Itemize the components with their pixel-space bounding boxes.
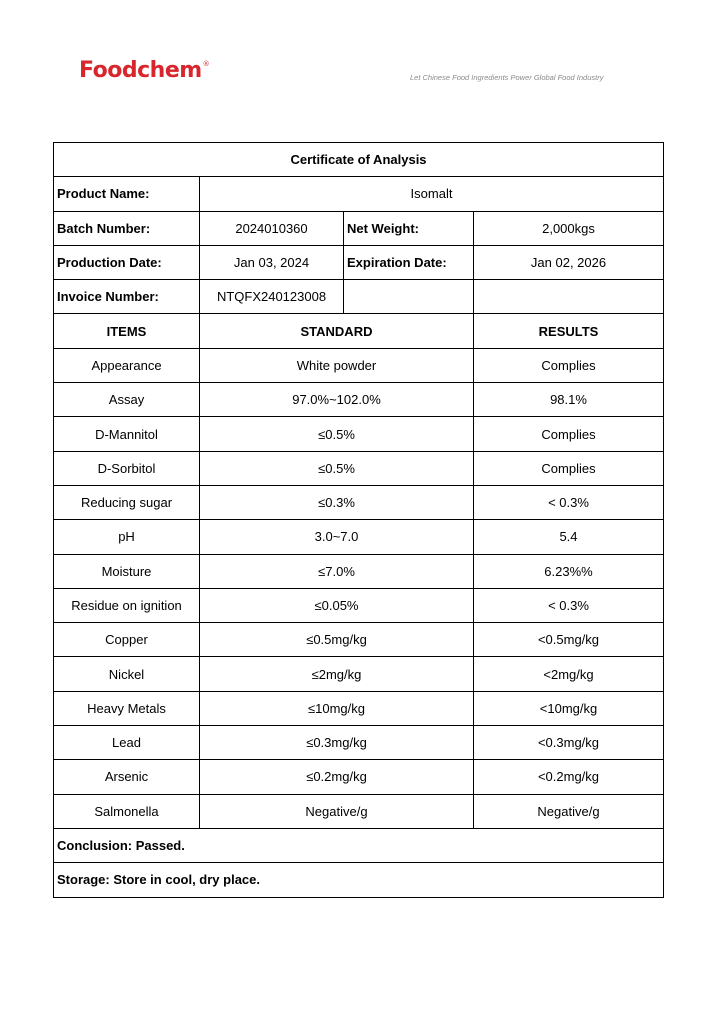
net-weight-label: Net Weight: xyxy=(344,211,474,245)
standard-cell: ≤0.3% xyxy=(200,485,474,519)
product-name-value: Isomalt xyxy=(200,177,664,211)
standard-cell: ≤0.5% xyxy=(200,451,474,485)
result-cell: < 0.3% xyxy=(474,485,664,519)
production-date-value: Jan 03, 2024 xyxy=(200,245,344,279)
batch-row xyxy=(54,211,664,245)
standard-cell: ≤0.5% xyxy=(200,417,474,451)
table-row xyxy=(54,383,664,417)
item-cell: Nickel xyxy=(54,657,200,691)
table-row xyxy=(54,588,664,622)
item-cell: Arsenic xyxy=(54,760,200,794)
standard-header: STANDARD xyxy=(200,314,474,348)
item-cell: Lead xyxy=(54,726,200,760)
table-row xyxy=(54,726,664,760)
result-cell: Complies xyxy=(474,417,664,451)
brand-tagline: Let Chinese Food Ingredients Power Global Food Industry xyxy=(410,73,604,82)
expiration-date-value: Jan 02, 2026 xyxy=(474,245,664,279)
table-row xyxy=(54,657,664,691)
standard-cell: ≤10mg/kg xyxy=(200,691,474,725)
table-row xyxy=(54,691,664,725)
item-cell: Moisture xyxy=(54,554,200,588)
results-header: RESULTS xyxy=(474,314,664,348)
date-row xyxy=(54,245,664,279)
standard-cell: ≤7.0% xyxy=(200,554,474,588)
product-name-label: Product Name: xyxy=(54,177,200,211)
result-cell: < 0.3% xyxy=(474,588,664,622)
batch-number-label: Batch Number: xyxy=(54,211,200,245)
item-cell: Heavy Metals xyxy=(54,691,200,725)
standard-cell: Negative/g xyxy=(200,794,474,828)
table-row xyxy=(54,760,664,794)
result-cell: <10mg/kg xyxy=(474,691,664,725)
standard-cell: ≤0.5mg/kg xyxy=(200,623,474,657)
result-cell: Negative/g xyxy=(474,794,664,828)
table-row xyxy=(54,485,664,519)
header-row xyxy=(54,314,664,348)
result-cell: <0.5mg/kg xyxy=(474,623,664,657)
standard-cell: ≤2mg/kg xyxy=(200,657,474,691)
items-header: ITEMS xyxy=(54,314,200,348)
net-weight-value: 2,000kgs xyxy=(474,211,664,245)
result-cell: 5.4 xyxy=(474,520,664,554)
product-name-row xyxy=(54,177,664,211)
result-cell: Complies xyxy=(474,451,664,485)
invoice-number-value: NTQFX240123008 xyxy=(200,280,344,314)
standard-cell: ≤0.05% xyxy=(200,588,474,622)
item-cell: pH xyxy=(54,520,200,554)
expiration-date-label: Expiration Date: xyxy=(344,245,474,279)
result-cell: <0.2mg/kg xyxy=(474,760,664,794)
standard-cell: 97.0%~102.0% xyxy=(200,383,474,417)
item-cell: D-Mannitol xyxy=(54,417,200,451)
table-row xyxy=(54,520,664,554)
brand-name: Foodchem xyxy=(79,58,202,83)
table-row xyxy=(54,348,664,382)
conclusion-text: Conclusion: Passed. xyxy=(54,828,664,862)
empty-cell xyxy=(474,280,664,314)
result-cell: 98.1% xyxy=(474,383,664,417)
standard-cell: White powder xyxy=(200,348,474,382)
result-cell: 6.23%% xyxy=(474,554,664,588)
empty-cell xyxy=(344,280,474,314)
item-cell: Copper xyxy=(54,623,200,657)
registered-mark: ® xyxy=(202,60,210,68)
table-row xyxy=(54,554,664,588)
item-cell: Assay xyxy=(54,383,200,417)
certificate-title: Certificate of Analysis xyxy=(54,143,664,177)
result-cell: <2mg/kg xyxy=(474,657,664,691)
item-cell: Salmonella xyxy=(54,794,200,828)
result-cell: Complies xyxy=(474,348,664,382)
standard-cell: ≤0.2mg/kg xyxy=(200,760,474,794)
invoice-number-label: Invoice Number: xyxy=(54,280,200,314)
standard-cell: ≤0.3mg/kg xyxy=(200,726,474,760)
item-cell: Reducing sugar xyxy=(54,485,200,519)
brand-logo xyxy=(79,58,209,83)
storage-text: Storage: Store in cool, dry place. xyxy=(54,863,664,897)
invoice-row xyxy=(54,280,664,314)
standard-cell: 3.0~7.0 xyxy=(200,520,474,554)
certificate-table xyxy=(53,142,664,898)
conclusion-row xyxy=(54,828,664,862)
storage-row xyxy=(54,863,664,897)
batch-number-value: 2024010360 xyxy=(200,211,344,245)
table-row xyxy=(54,794,664,828)
table-row xyxy=(54,417,664,451)
result-cell: <0.3mg/kg xyxy=(474,726,664,760)
title-row xyxy=(54,143,664,177)
item-cell: Appearance xyxy=(54,348,200,382)
production-date-label: Production Date: xyxy=(54,245,200,279)
item-cell: Residue on ignition xyxy=(54,588,200,622)
table-row xyxy=(54,623,664,657)
table-row xyxy=(54,451,664,485)
item-cell: D-Sorbitol xyxy=(54,451,200,485)
